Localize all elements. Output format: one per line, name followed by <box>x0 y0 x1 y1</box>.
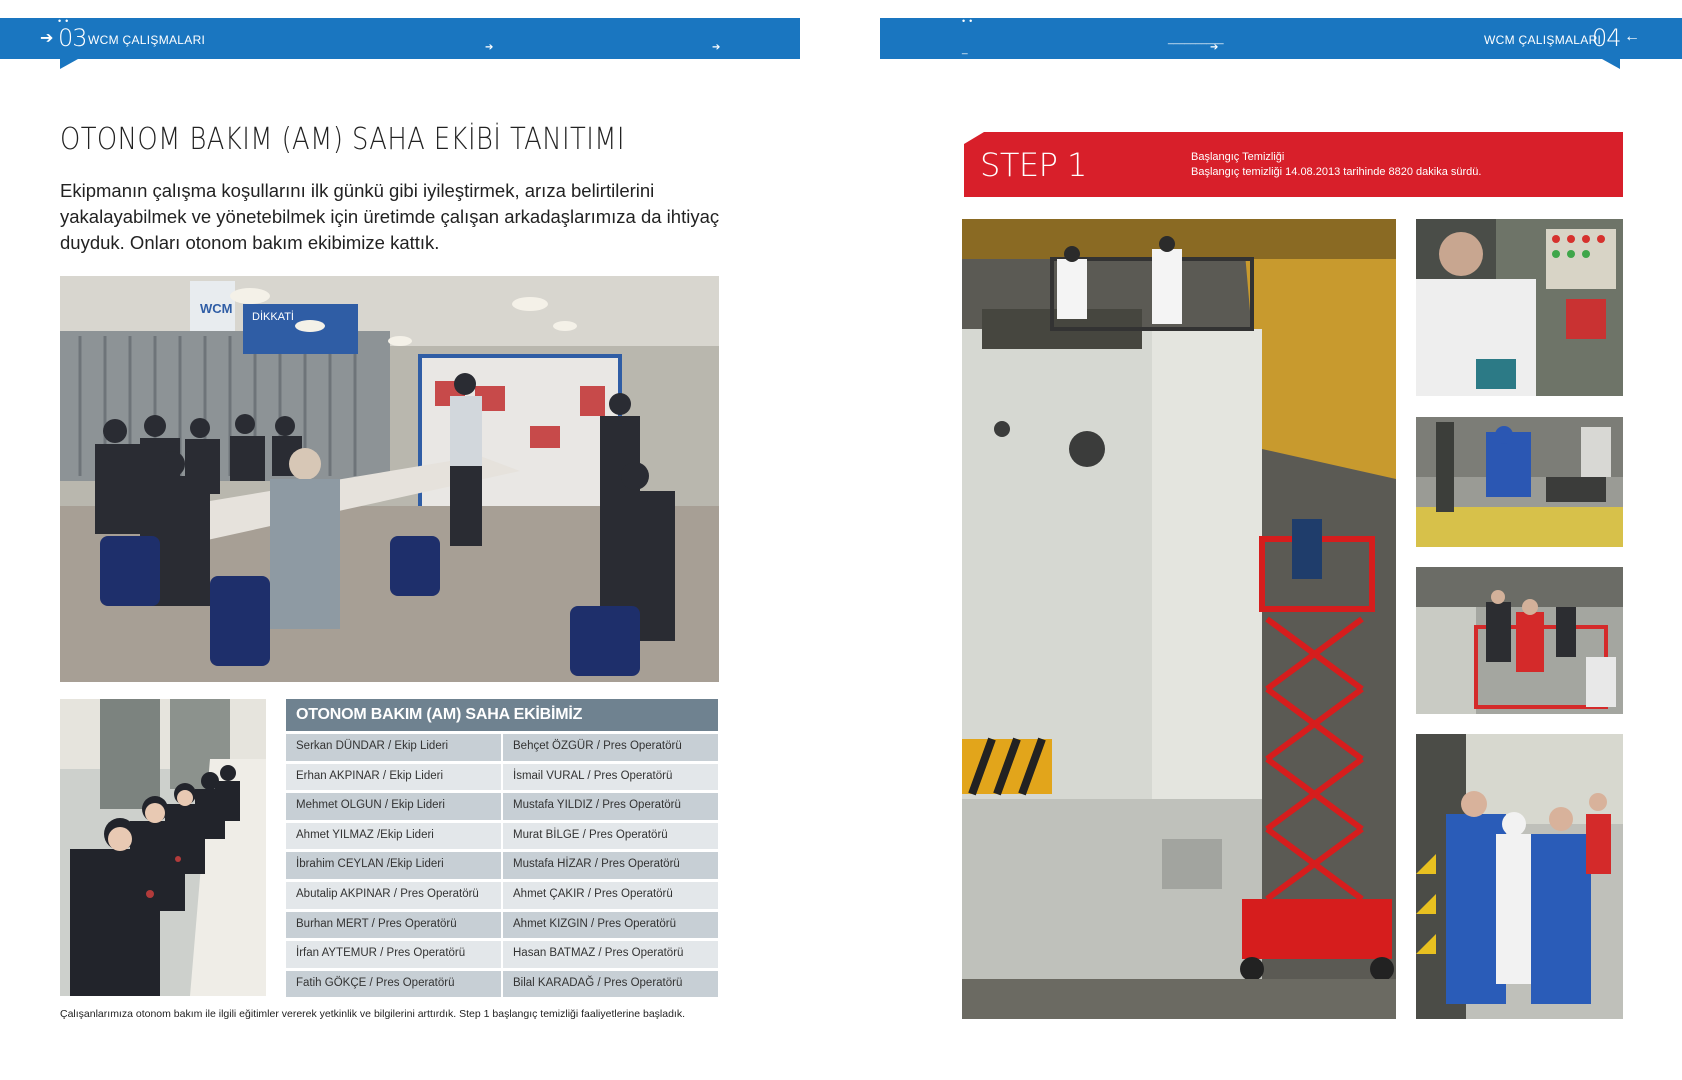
header-tab <box>1602 59 1620 69</box>
team-member-cell: Erhan AKPINAR / Ekip Lideri <box>286 764 501 791</box>
wcm-logo-sign: WCM <box>200 301 233 316</box>
team-member-cell: Mustafa HİZAR / Pres Operatörü <box>503 852 718 879</box>
header-dots: •• <box>962 16 977 26</box>
team-table <box>286 699 718 997</box>
control-panel-photo <box>1416 219 1623 396</box>
team-photo <box>60 699 266 996</box>
banner-corner <box>964 132 984 144</box>
team-member-cell: Mehmet OLGUN / Ekip Lideri <box>286 793 501 820</box>
blue-overall-team-photo <box>1416 734 1623 1019</box>
header-dots: •• <box>58 16 73 26</box>
training-photo <box>60 276 719 682</box>
right-header-bar <box>880 18 1682 59</box>
team-member-cell: Mustafa YILDIZ / Pres Operatörü <box>503 793 718 820</box>
team-table-heading: OTONOM BAKIM (AM) SAHA EKİBİMİZ <box>286 699 718 731</box>
team-member-cell: Serkan DÜNDAR / Ekip Lideri <box>286 734 501 761</box>
page-number: 04 <box>1592 24 1621 52</box>
header-line: __________ <box>1168 34 1224 45</box>
platform-team-photo <box>1416 567 1623 714</box>
step-title: Başlangıç Temizliği <box>1191 151 1285 163</box>
team-member-cell: Burhan MERT / Pres Operatörü <box>286 912 501 939</box>
floor-cleaning-photo <box>1416 417 1623 547</box>
team-grid <box>286 734 718 997</box>
arrow-left-icon: ← <box>1624 28 1640 45</box>
team-member-cell: Abutalip AKPINAR / Pres Operatörü <box>286 882 501 909</box>
lead-paragraph: Ekipmanın çalışma koşullarını ilk günkü gibi iyileştirmek, arıza belirtilerini yakalayabilmek ve yönetebilmek için üretimde çalışan arkadaşlarımıza da ihtiyaç duyduk. Onları otonom bakım ekibimize kattık. <box>60 180 720 253</box>
team-member-cell: Fatih GÖKÇE / Pres Operatörü <box>286 971 501 998</box>
arrow-right-icon: ➔ <box>712 42 721 53</box>
team-member-cell: İbrahim CEYLAN /Ekip Lideri <box>286 852 501 879</box>
step-banner <box>964 132 1623 197</box>
team-member-cell: Hasan BATMAZ / Pres Operatörü <box>503 941 718 968</box>
section-title: WCM ÇALIŞMALARI <box>88 33 206 47</box>
team-member-cell: Ahmet ÇAKIR / Pres Operatörü <box>503 882 718 909</box>
team-member-cell: İsmail VURAL / Pres Operatörü <box>503 764 718 791</box>
left-header-bar <box>0 18 800 59</box>
right-page <box>880 0 1682 1080</box>
arrow-right-icon: ➔ <box>1210 42 1219 53</box>
header-tab <box>60 59 78 69</box>
press-cleaning-photo <box>962 219 1396 1019</box>
page-title: OTONOM BAKIM (AM) SAHA EKİBİ TANITIMI <box>60 122 625 157</box>
team-member-cell: Bilal KARADAĞ / Pres Operatörü <box>503 971 718 998</box>
page-number: 03 <box>58 24 87 52</box>
team-member-cell: Ahmet KIZGIN / Pres Operatörü <box>503 912 718 939</box>
photo-caption: Çalışanlarımıza otonom bakım ile ilgili eğitimler vererek yetkinlik ve bilgilerini arttırdık. Step 1 başlangıç temizliği faaliyetlerine başladık. <box>60 1008 686 1020</box>
team-member-cell: Behçet ÖZGÜR / Pres Operatörü <box>503 734 718 761</box>
left-page <box>0 0 820 1080</box>
step-label: STEP 1 <box>980 146 1087 184</box>
dikkat-sign: DİKKATİ <box>252 311 294 323</box>
section-title: WCM ÇALIŞMALARI <box>1484 33 1602 47</box>
team-member-cell: İrfan AYTEMUR / Pres Operatörü <box>286 941 501 968</box>
arrow-right-icon: ➔ <box>40 30 54 47</box>
step-text: Başlangıç temizliği 14.08.2013 tarihinde 8820 dakika sürdü. <box>1191 166 1482 178</box>
team-member-cell: Ahmet YILMAZ /Ekip Lideri <box>286 823 501 850</box>
header-tick: _ <box>962 44 968 55</box>
arrow-right-icon: ➔ <box>485 42 494 53</box>
team-member-cell: Murat BİLGE / Pres Operatörü <box>503 823 718 850</box>
step-description <box>1191 150 1481 180</box>
